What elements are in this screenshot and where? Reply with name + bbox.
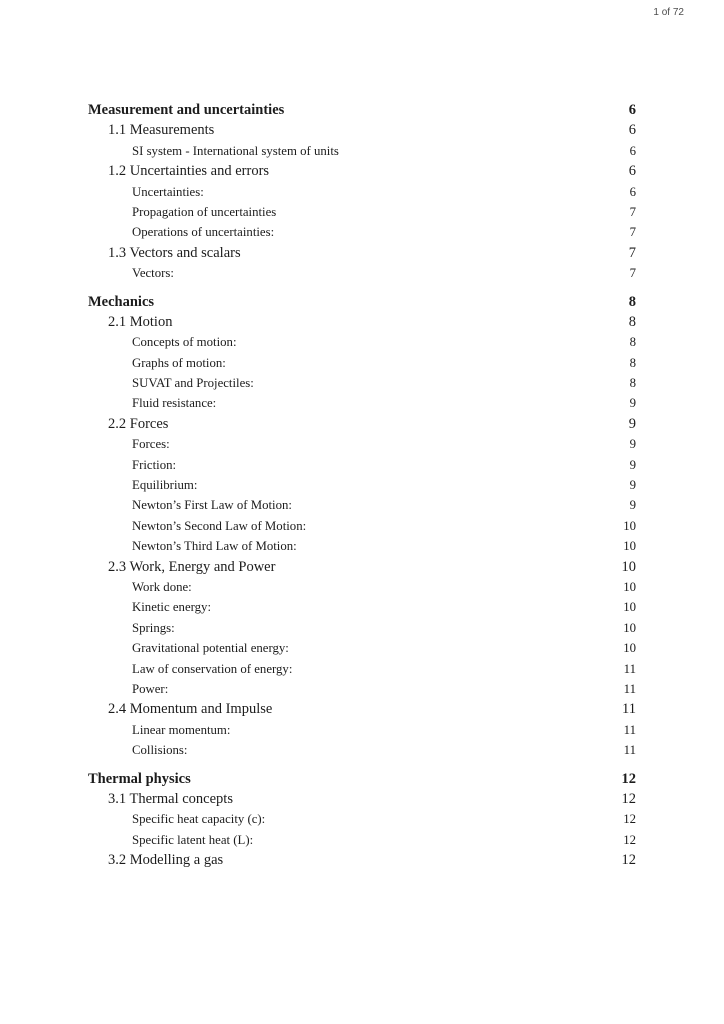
toc-entry-page-number: 9 [629,457,636,472]
toc-entry-page-number: 12 [621,790,636,807]
toc-entry-row[interactable] [88,182,636,202]
toc-section-row[interactable] [88,292,636,312]
toc-entry-row[interactable] [88,263,636,283]
toc-entry-page-number: 7 [628,244,636,261]
toc-entry-label: Work done: [132,579,192,594]
toc-entry-label: Equilibrium: [132,478,198,493]
toc-entry-label: Collisions: [132,743,188,758]
toc-entry-label: Power: [132,681,169,696]
toc-entry-page-number: 8 [628,293,636,310]
toc-entry-label: 2.1 Motion [108,313,173,330]
toc-entry-row[interactable] [88,659,636,679]
toc-entry-page-number: 9 [629,396,636,411]
toc-entry-page-number: 12 [621,852,636,869]
toc-entry-page-number: 6 [628,122,636,139]
toc-entry-label: Fluid resistance: [132,396,217,411]
toc-entry-row[interactable] [88,516,636,536]
toc-entry-label: 3.2 Modelling a gas [108,852,224,869]
toc-entry-row[interactable] [88,373,636,393]
toc-entry-page-number: 8 [629,335,636,350]
toc-entry-page-number: 11 [623,743,636,758]
toc-entry-label: Gravitational potential energy: [132,641,289,656]
toc-entry-page-number: 10 [623,620,636,635]
toc-entry-page-number: 11 [622,701,636,718]
toc-entry-row[interactable] [88,789,636,809]
toc-entry-label: 2.2 Forces [108,415,169,432]
toc-entry-row[interactable] [88,475,636,495]
toc-entry-row[interactable] [88,679,636,699]
toc-entry-row[interactable] [88,850,636,870]
toc-entry-row[interactable] [88,495,636,515]
toc-entry-row[interactable] [88,222,636,242]
toc-entry-page-number: 7 [629,266,636,281]
toc-entry-page-number: 9 [629,498,636,513]
toc-entry-row[interactable] [88,740,636,760]
toc-entry-label: SI system - International system of units [132,143,339,158]
toc-entry-page-number: 6 [628,163,636,180]
toc-entry-page-number: 11 [623,681,636,696]
toc-entry-row[interactable] [88,455,636,475]
toc-entry-row[interactable] [88,312,636,332]
toc-entry-label: Friction: [132,457,177,472]
table-of-contents [88,100,636,870]
toc-entry-label: SUVAT and Projectiles: [132,376,254,391]
toc-entry-row[interactable] [88,699,636,719]
toc-entry-row[interactable] [88,618,636,638]
toc-entry-label: 1.3 Vectors and scalars [108,244,241,261]
toc-entry-row[interactable] [88,536,636,556]
toc-entry-label: Graphs of motion: [132,355,226,370]
toc-entry-page-number: 12 [623,812,636,827]
toc-entry-row[interactable] [88,809,636,829]
toc-entry-label: Springs: [132,620,175,635]
toc-entry-label: Forces: [132,437,170,452]
toc-entry-page-number: 8 [629,376,636,391]
toc-entry-label: Operations of uncertainties: [132,225,275,240]
toc-entry-label: Concepts of motion: [132,335,237,350]
toc-entry-label: Law of conservation of energy: [132,661,293,676]
toc-entry-row[interactable] [88,414,636,434]
toc-entry-row[interactable] [88,597,636,617]
toc-entry-label: Newton’s First Law of Motion: [132,498,292,513]
toc-entry-page-number: 9 [629,437,636,452]
toc-entry-label: 2.3 Work, Energy and Power [108,558,276,575]
toc-entry-page-number: 8 [628,313,636,330]
toc-entry-row[interactable] [88,141,636,161]
toc-entry-label: 1.1 Measurements [108,122,215,139]
toc-entry-label: Propagation of uncertainties [132,204,277,219]
toc-entry-page-number: 10 [623,539,636,554]
toc-entry-row[interactable] [88,332,636,352]
toc-entry-label: Uncertainties: [132,184,204,199]
toc-entry-page-number: 6 [629,143,636,158]
toc-entry-label: Kinetic energy: [132,600,212,615]
toc-entry-page-number: 11 [623,722,636,737]
toc-entry-page-number: 7 [629,225,636,240]
toc-entry-page-number: 10 [623,641,636,656]
page-indicator: 1 of 72 [653,7,684,18]
toc-entry-row[interactable] [88,353,636,373]
toc-section-row[interactable] [88,100,636,120]
toc-entry-page-number: 6 [628,102,636,118]
toc-entry-label: Specific heat capacity (c): [132,812,266,827]
toc-entry-label: 3.1 Thermal concepts [108,790,233,807]
toc-entry-row[interactable] [88,557,636,577]
toc-entry-label: Mechanics [88,293,155,310]
toc-entry-page-number: 10 [623,518,636,533]
toc-entry-row[interactable] [88,393,636,413]
toc-entry-page-number: 10 [621,558,636,575]
toc-entry-label: Thermal physics [88,770,191,787]
toc-entry-row[interactable] [88,202,636,222]
toc-entry-row[interactable] [88,720,636,740]
toc-entry-row[interactable] [88,243,636,263]
toc-entry-page-number: 12 [623,832,636,847]
toc-entry-page-number: 10 [623,600,636,615]
toc-entry-label: 2.4 Momentum and Impulse [108,701,273,718]
toc-entry-label: Specific latent heat (L): [132,832,254,847]
toc-entry-label: Newton’s Second Law of Motion: [132,518,307,533]
toc-entry-row[interactable] [88,830,636,850]
toc-entry-page-number: 9 [628,415,636,432]
toc-entry-page-number: 12 [621,770,636,787]
toc-entry-row[interactable] [88,434,636,454]
toc-entry-page-number: 6 [629,184,636,199]
toc-entry-row[interactable] [88,577,636,597]
toc-entry-page-number: 8 [629,355,636,370]
toc-entry-row[interactable] [88,638,636,658]
toc-entry-page-number: 9 [629,478,636,493]
toc-entry-label: Measurement and uncertainties [88,102,285,118]
toc-entry-page-number: 10 [623,579,636,594]
toc-entry-row[interactable] [88,161,636,181]
toc-entry-label: Linear momentum: [132,722,231,737]
toc-entry-label: 1.2 Uncertainties and errors [108,163,270,180]
toc-section-row[interactable] [88,769,636,789]
toc-entry-page-number: 7 [629,204,636,219]
toc-entry-page-number: 11 [623,661,636,676]
toc-entry-row[interactable] [88,120,636,140]
toc-entry-label: Newton’s Third Law of Motion: [132,539,297,554]
toc-entry-label: Vectors: [132,266,174,281]
